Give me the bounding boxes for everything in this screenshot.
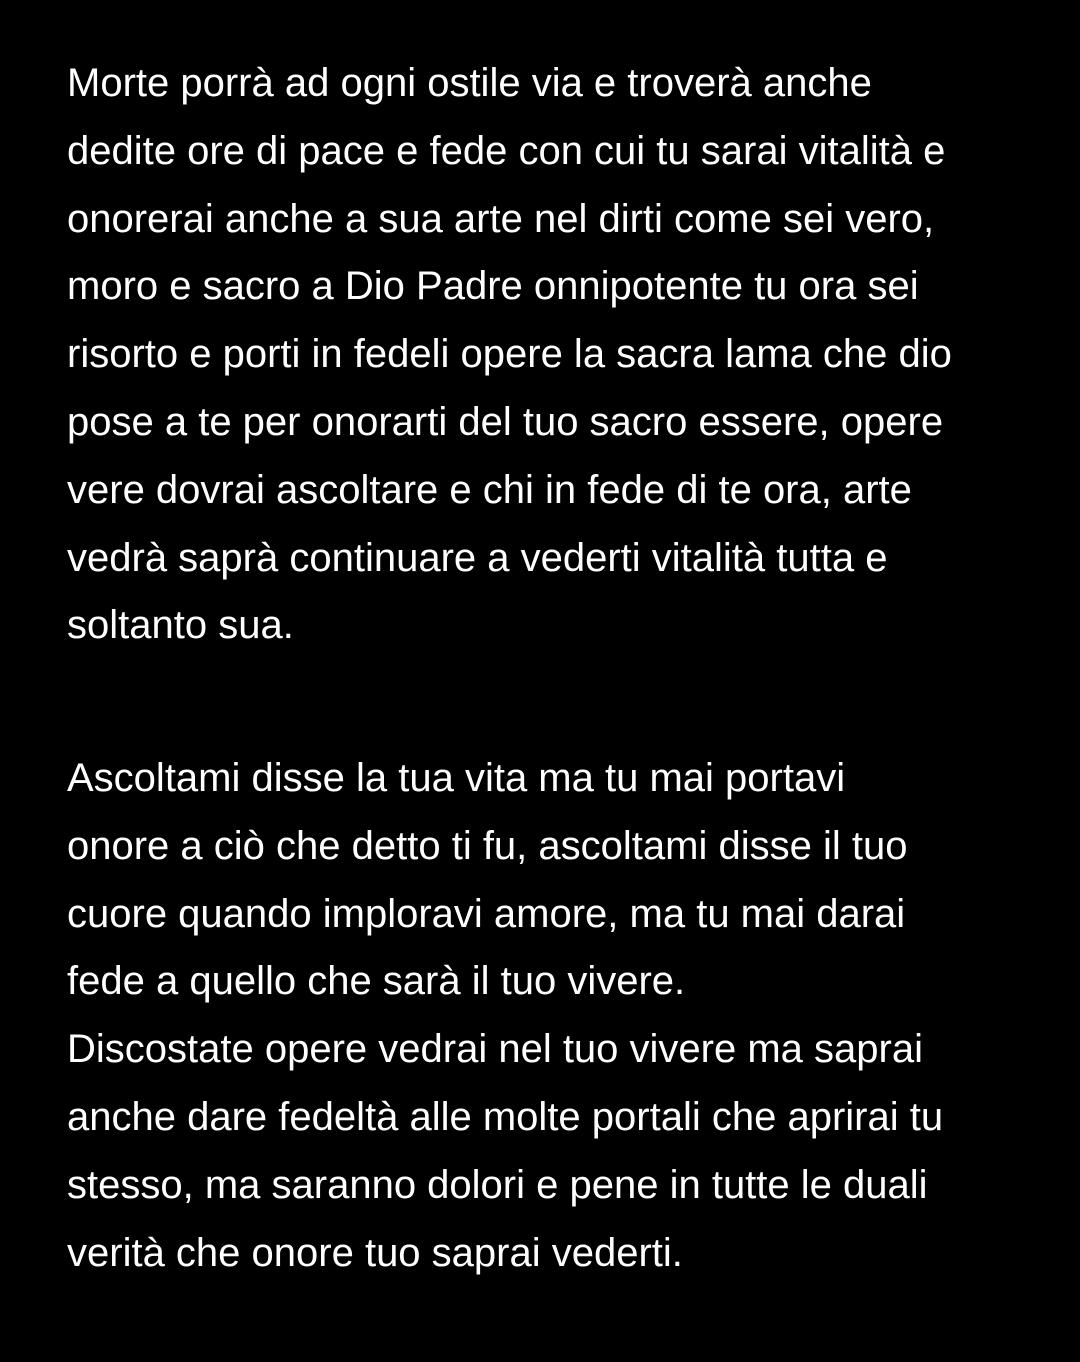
text-line: Ascoltami disse la tua vita ma tu mai portavi xyxy=(67,756,846,800)
text-line: fede a quello che sarà il tuo vivere. xyxy=(67,959,686,1004)
text-line: soltanto sua. xyxy=(67,603,294,648)
text-line: pose a te per onorarti del tuo sacro essere, opere xyxy=(67,399,944,444)
text-line: onorerai anche a sua arte nel dirti come sei vero, xyxy=(67,196,935,241)
text-line: Morte porrà ad ogni ostile via e troverà anche xyxy=(67,61,872,105)
text-line: Discostate opere vedrai nel tuo vivere ma saprai xyxy=(67,1027,923,1072)
paragraph-1 xyxy=(67,50,1027,660)
text-line: onore a ciò che detto ti fu, ascoltami disse il tuo xyxy=(67,823,908,868)
text-line: risorto e porti in fedeli opere la sacra lama che dio xyxy=(67,332,952,377)
text-line: verità che onore tuo saprai vederti. xyxy=(67,1230,683,1275)
text-line: anche dare fedeltà alle molte portali che aprirai tu xyxy=(67,1094,944,1139)
text-line: moro e sacro a Dio Padre onnipotente tu ora sei xyxy=(67,264,919,309)
text-line: stesso, ma saranno dolori e pene in tutte le duali xyxy=(67,1162,928,1207)
text-line: vedrà saprà continuare a vederti vitalità tutta e xyxy=(67,535,888,580)
paragraph-2 xyxy=(67,745,1027,1287)
text-line: dedite ore di pace e fede con cui tu sarai vitalità e xyxy=(67,128,946,173)
text-line: cuore quando imploravi amore, ma tu mai darai xyxy=(67,891,906,936)
text-line: vere dovrai ascoltare e chi in fede di te ora, arte xyxy=(67,467,912,512)
